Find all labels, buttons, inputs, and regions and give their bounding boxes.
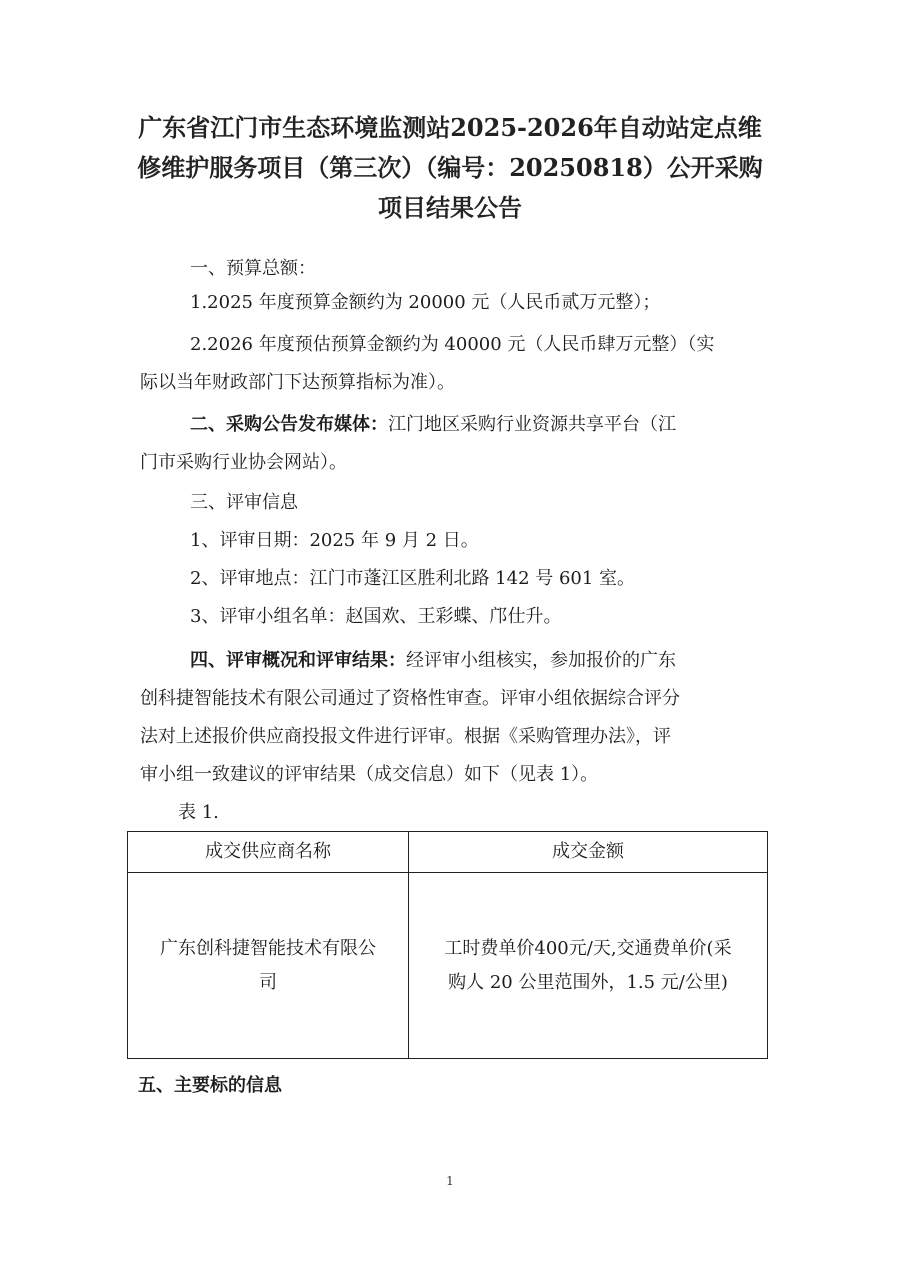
- supplier-line-2: 司: [259, 971, 277, 993]
- result-line-1: [190, 648, 676, 674]
- review-date: 1、评审日期：2025 年 9 月 2 日。: [190, 530, 479, 551]
- result-line-3: 法对上述报价供应商投报文件进行评审。根据《采购管理办法》，评: [140, 726, 671, 747]
- media-text: 江门地区采购行业资源共享平台（江: [388, 414, 676, 435]
- supplier-line-1: 广东创科捷智能技术有限公: [160, 937, 376, 959]
- budget-item-2-line-1: 2.2026 年度预估预算金额约为 40000 元（人民币肆万元整）（实: [190, 334, 715, 355]
- result-label: 四、评审概况和评审结果：: [190, 650, 406, 671]
- header-supplier: 成交供应商名称: [128, 832, 409, 873]
- cell-amount: [409, 873, 768, 1059]
- media-line-1: [190, 412, 676, 438]
- review-heading: 三、评审信息: [190, 492, 298, 513]
- table-caption: 表 1.: [178, 802, 219, 823]
- budget-item-2-line-2: 际以当年财政部门下达预算指标为准）。: [140, 372, 455, 393]
- amount-line-2: 购人 20 公里范围外，1.5 元/公里): [448, 971, 728, 993]
- result-table: [127, 831, 768, 1059]
- subject-heading: 五、主要标的信息: [138, 1075, 282, 1096]
- cell-supplier: [128, 873, 409, 1059]
- result-text-1: 经评审小组核实，参加报价的广东: [406, 650, 676, 671]
- media-line-2: 门市采购行业协会网站）。: [140, 452, 347, 473]
- amount-line-1: 工时费单价400元/天,交通费单价(采: [444, 937, 732, 959]
- table-header-row: [128, 832, 768, 873]
- budget-heading: 一、预算总额：: [190, 258, 316, 279]
- budget-item-1: 1.2025 年度预算金额约为 20000 元（人民币贰万元整）；: [190, 292, 661, 313]
- title-line-1: 广东省江门市生态环境监测站2025-2026年自动站定点维: [138, 113, 762, 142]
- media-label: 二、采购公告发布媒体：: [190, 414, 388, 435]
- review-panel: 3、评审小组名单：赵国欢、王彩蝶、邝仕升。: [190, 606, 562, 627]
- result-line-2: 创科捷智能技术有限公司通过了资格性审查。评审小组依据综合评分: [140, 688, 680, 709]
- title-line-3: 项目结果公告: [378, 193, 522, 222]
- header-amount: 成交金额: [409, 832, 768, 873]
- document-title: [120, 108, 780, 228]
- title-line-2: 修维护服务项目（第三次）（编号：20250818）公开采购: [137, 153, 763, 182]
- review-place: 2、评审地点：江门市蓬江区胜利北路 142 号 601 室。: [190, 568, 636, 589]
- table-row: [128, 873, 768, 1059]
- page-number: 1: [446, 1174, 454, 1188]
- result-line-4: 审小组一致建议的评审结果（成交信息）如下（见表 1）。: [140, 764, 599, 785]
